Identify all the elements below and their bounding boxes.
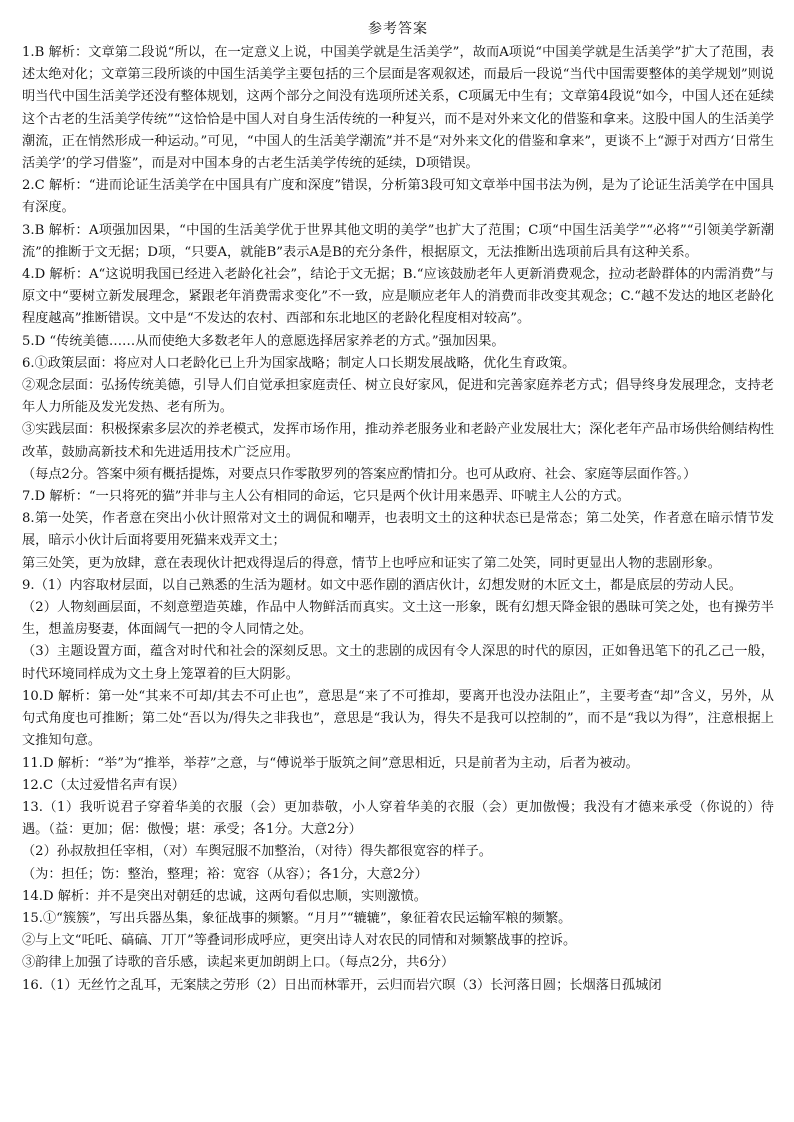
answer-paragraph: 14.D 解析：并不是突出对朝廷的忠诚，这两句看似忠顺，实则激愤。 bbox=[22, 888, 427, 904]
answer-paragraph: （2）人物刻画层面，不刻意塑造英雄，作品中人物鲜活而真实。文土这一形象，既有幻想天降金银的愚昧可笑之处，也有操劳半生，想盖房娶妻，体面阔气一把的令人同情之处。 bbox=[22, 600, 774, 638]
page-title: 参考答案 bbox=[368, 21, 428, 37]
answer-paragraph: 2.C 解析：“进而论证生活美学在中国具有广度和深度”错误，分析第3段可知文章举中国书法为例，是为了论证生活美学在中国具有深度。 bbox=[22, 178, 774, 216]
answer-paragraph: 1.B 解析：文章第二段说“所以，在一定意义上说，中国美学就是生活美学”，故而A项说“中国美学就是生活美学”扩大了范围，表述太绝对化；文章第三段所谈的中国生活美学主要包括的三个层面是客观叙述，而最后一段说“当代中国需要整体的美学规划”则说明当代中国生活美学还没有整体规划，这两个部分之间没有选项所述关系，C项属无中生有；文章第4段说“如今，中国人还在延续这个古老的生活美学传统”“这恰恰是中国人对自身生活传统的一种复兴，而不是对外来文化的借鉴和拿来。这股中国人的生活美学潮流，正在悄然形成一种运动。”可见，“中国人的生活美学潮流”并不是“对外来文化的借鉴和拿来”，更谈不上“源于对西方‘日常生活美学’的学习借鉴”，而是对中国本身的古老生活美学传统的延续，D项错误。 bbox=[22, 45, 774, 172]
answer-paragraph: ③韵律上加强了诗歌的音乐感，读起来更加朗朗上口。（每点2分，共6分） bbox=[22, 955, 455, 971]
answer-sheet bbox=[22, 18, 774, 997]
answer-paragraph: ②观念层面：弘扬传统美德，引导人们自觉承担家庭责任、树立良好家风，促进和完善家庭养老方式；倡导终身发展理念，支持老年人力所能及发光发热、老有所为。 bbox=[22, 378, 774, 416]
answer-paragraph: （2）孙叔敖担任宰相，（对）车舆冠服不加整治，（对待）得失都很宽容的样子。 bbox=[22, 844, 492, 860]
answer-paragraph: 16.（1）无丝竹之乱耳，无案牍之劳形（2）日出而林霏开，云归而岩穴暝（3）长河落日圆；长烟落日孤城闭 bbox=[22, 977, 662, 993]
answer-paragraph: 第三处笑，更为放肆，意在表现伙计把戏得逞后的得意，情节上也呼应和证实了第二处笑，同时更显出人物的悲剧形象。 bbox=[22, 555, 721, 571]
answer-paragraph: 4.D 解析：A“这说明我国已经进入老龄化社会”，结论于文无据；B.“应该鼓励老年人更新消费观念，拉动老龄群体的内需消费”与原文中“要树立新发展理念，紧跟老年消费需求变化”不一致，应是顺应老年人的消费而非改变其观念；C.“越不发达的地区老龄化程度越高”推断错误。文中是“不发达的农村、西部和东北地区的老龄化程度相对较高”。 bbox=[22, 267, 774, 327]
answer-paragraph: 8.第一处笑，作者意在突出小伙计照常对文土的调侃和嘲弄，也表明文土的这种状态已是常态；第二处笑，作者意在暗示情节发展，暗示小伙计后面将要用死猫来戏弄文土； bbox=[22, 511, 774, 549]
answer-paragraph: 11.D 解析：“举”为“推举，举荐”之意，与“傅说举于版筑之间”意思相近，只是前者为主动，后者为被动。 bbox=[22, 755, 639, 771]
answer-paragraph: 9.（1）内容取材层面，以自己熟悉的生活为题材。如文中恶作剧的酒店伙计，幻想发财的木匠文土，都是底层的劳动人民。 bbox=[22, 577, 742, 593]
answer-paragraph: （每点2分。答案中须有概括提炼，对要点只作零散罗列的答案应酌情扣分。也可从政府、社会、家庭等层面作答。） bbox=[22, 466, 697, 482]
answer-paragraph: （为：担任；饬：整治，整理；裕：宽容（从容）；各1分，大意2分） bbox=[22, 866, 428, 882]
answer-paragraph: （3）主题设置方面，蕴含对时代和社会的深刻反思。文土的悲剧的成因有令人深思的时代的原因，正如鲁迅笔下的孔乙己一般，时代环境同样成为文土身上笼罩着的巨大阴影。 bbox=[22, 644, 774, 682]
answer-paragraph: ③实践层面：积极探索多层次的养老模式，发挥市场作用，推动养老服务业和老龄产业发展壮大；深化老年产品市场供给侧结构性改革，鼓励高新技术和先进适用技术广泛应用。 bbox=[22, 422, 774, 460]
answer-paragraph: 5.D “传统美德……从而使绝大多数老年人的意愿选择居家养老的方式。”强加因果。 bbox=[22, 333, 505, 349]
answer-paragraph: 10.D 解析：第一处“其来不可却/其去不可止也”，意思是“来了不可推却，要离开也没办法阻止”，主要考查“却”含义，另外，从句式角度也可推断；第二处“吾以为/得失之非我也”，意思是“我认为，得失不是我可以控制的”，而不是“我以为得”，注意根据上文推知句意。 bbox=[22, 688, 774, 749]
answer-list bbox=[22, 42, 774, 997]
answer-paragraph: ②与上文“吒吒、碻碻、丌丌”等叠词形成呼应，更突出诗人对农民的同情和对频繁战事的控诉。 bbox=[22, 933, 577, 949]
answer-paragraph: 13.（1）我听说君子穿着华美的衣服（会）更加恭敬，小人穿着华美的衣服（会）更加傲慢；我没有才德来承受（你说的）待遇。（益：更加；倨：傲慢；堪：承受；各1分。大意2分） bbox=[22, 799, 774, 838]
answer-paragraph: 15.①“簇簇”，写出兵器丛集，象征战事的频繁。“月月”“辘辘”，象征着农民运输军粮的频繁。 bbox=[22, 910, 572, 926]
answer-paragraph: 12.C（太过爱惜名声有误） bbox=[22, 777, 185, 793]
answer-paragraph: 7.D 解析：“一只将死的猫”并非与主人公有相同的命运，它只是两个伙计用来愚弄、吓唬主人公的方式。 bbox=[22, 489, 630, 505]
answer-paragraph: 6.①政策层面：将应对人口老龄化已上升为国家战略；制定人口长期发展战略，优化生育政策。 bbox=[22, 355, 576, 371]
answer-paragraph: 3.B 解析：A项强加因果，“中国的生活美学优于世界其他文明的美学”也扩大了范围；C项“中国生活美学”“必将”“引领美学新潮流”的推断于文无据；D项，“只要A，就能B”表示A是B的充分条件，根据原文，无法推断出选项前后具有这种关系。 bbox=[22, 222, 774, 260]
